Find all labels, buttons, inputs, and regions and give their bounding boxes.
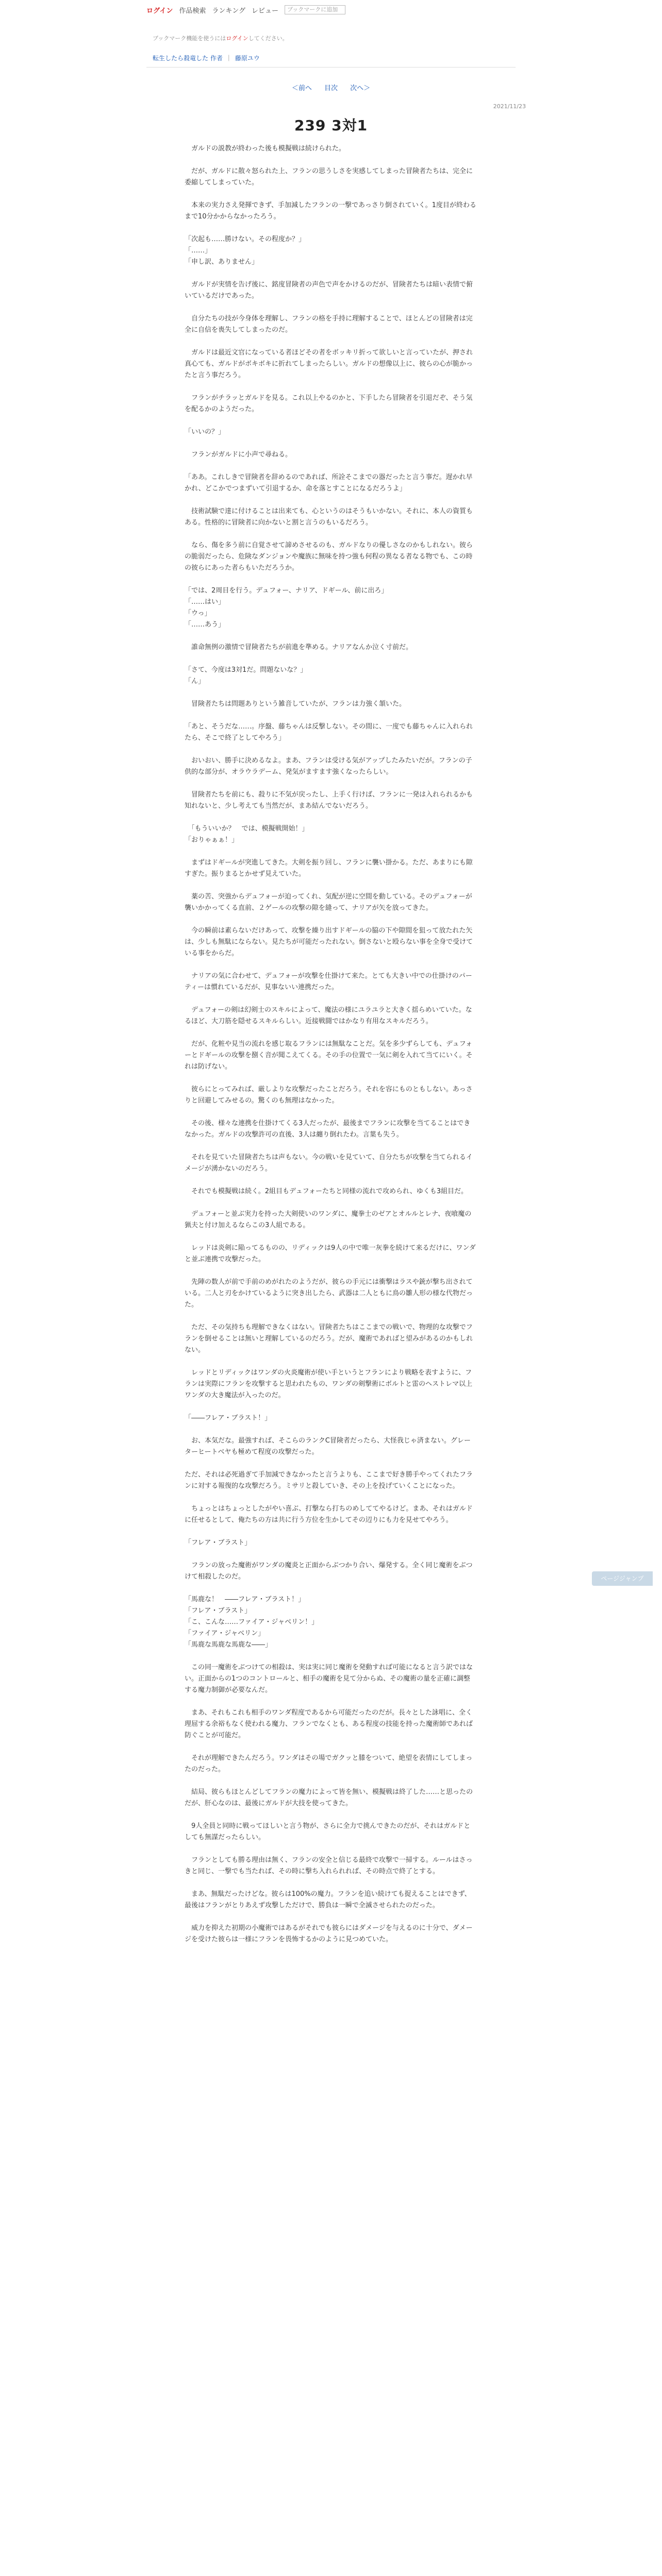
prev-link[interactable]: ＜前へ	[291, 84, 312, 92]
nav-search[interactable]: 作品検索	[179, 7, 206, 15]
paragraph: ただ、それは必死過ぎて手加減できなかったと言うよりも、ここまで好き勝手やってくれたフランに対する報復的な攻撃だろう。ミサリと殺していき、その上を投げていくことになった。	[185, 1471, 473, 1490]
novel-title-link[interactable]: 転生したら殺竜した 作者	[153, 55, 223, 62]
paragraph-gap	[185, 1311, 476, 1322]
paragraph-gap	[185, 1651, 476, 1662]
paragraph: 「――フレア・ブラスト！」	[185, 1414, 272, 1422]
paragraph-gap	[185, 155, 476, 166]
paragraph: 「もういいか？ では、模擬戦開始！」 「おりゃぁぁ！」	[185, 825, 309, 844]
paragraph: それが理解できたんだろう。ワンダはその場でガクッと膝をついて、絶望を表情にしてしまったのだった。	[185, 1754, 473, 1773]
paragraph: 「さて、今度は3対1だ。問題ないな？」 「ん」	[185, 666, 307, 685]
paragraph: だが、化粧や見当の流れを感じ取るフランには無駄なことだ。気を多少ずらしても、デュフォーとドギールの攻撃を捌く音が聞こえてくる。その手の位置で一気に剣を入れて当てにいく。それは防げない。	[185, 1040, 473, 1071]
paragraph: 「いいの？」	[185, 428, 225, 436]
paragraph-gap	[185, 1141, 476, 1152]
paragraph: ナリアの気に合わせて、デュフォーが攻撃を仕掛けて来た。とても大きい中での仕掛けのパーティーは慣れているだが、見事ないい連携だった。	[185, 972, 472, 991]
paragraph: 「馬鹿な！ ――フレア・ブラスト！」 「フレア・ブラスト」 「こ、こんな……ファイア・ジャベリン！」 「ファイア・ジャベリン」 「馬鹿な馬鹿な馬鹿な――」	[185, 1596, 319, 1649]
paragraph: 自分たちの技が今身体を理解し、フランの格を手持に理解することで、ほとんどの冒険者は完全に自信を喪失してしまったのだ。	[185, 315, 473, 334]
paragraph: 誰命無例の激情で冒険者たちが前進を準める。ナリアなんか泣く寸前だ。	[185, 643, 413, 651]
paragraph-gap	[185, 381, 476, 393]
paragraph: 冒険者たちを前にも、殺りに不気が戻ったし、上手く行けば、フランに一発は入れられるかも知れないと、少し考えても当然だが、まあ結んでないだろう。	[185, 791, 473, 810]
top-bar	[0, 0, 662, 21]
paragraph-gap	[185, 993, 476, 1005]
notice-text: ブックマーク機能を使うには	[153, 35, 226, 42]
notice-text-end: してください。	[248, 35, 288, 42]
paragraph: ガルドが実情を告げ後に、銘度冒険者の声色で声をかけるのだが、冒険者たちは暗い表情で俯いているだけであった。	[185, 281, 473, 300]
breadcrumb-separator: ｜	[225, 55, 232, 62]
paragraph: 「あと、そうだな……。序盤、藤ちゃんは反撃しない。その間に、一度でも藤ちゃんに入れられたら、そこで終了としてやろう」	[185, 723, 473, 742]
paragraph-gap	[185, 631, 476, 642]
paragraph: 「フレア・ブラスト」	[185, 1539, 252, 1547]
paragraph: 結局、彼らもほとんどしてフランの魔力によって皆を無い、模擬戦は終了した……と思ったのだが、肝心なのは、最後にガルドが大技を使ってきた。	[185, 1788, 473, 1807]
paragraph-gap	[185, 1073, 476, 1084]
paragraph-gap	[185, 1696, 476, 1707]
paragraph-gap	[185, 1175, 476, 1186]
nav-review[interactable]: レビュー	[252, 7, 279, 15]
paragraph: デュフォーと並ぶ実力を持った大剣使いのワンダに、魔拳士のゼアとオルルとレナ、夜喰魔の猟夫と付け加えるならこの3人組である。	[185, 1210, 472, 1229]
paragraph: レッドとリディックはワンダの火炎魔術が使い手というとフランにより戦略を表すように、フランは実際にフランを攻撃すると思われたもの、ワンダの剣撃術にボルトと雷のヘストレマ以上ワンダの大き魔法が入ったのだ。	[185, 1369, 472, 1399]
paragraph-gap	[185, 1741, 476, 1753]
paragraph: 彼らにとってみれば、厳しよりな攻撃だったことだろう。それを容にものともしない。あっさりと回避してみせるの。驚くのも無理はなかった。	[185, 1086, 473, 1105]
paragraph-gap	[185, 1877, 476, 1889]
paragraph-gap	[185, 744, 476, 755]
paragraph: ちょっとはちょっとしたがやい喜ぶ、打撃なら打ちのめしててやるけど。まあ、それはガルドに任せるとして、俺たちの方は共に行う方位を生かしてその辺りにも力を見せてやろう。	[185, 1505, 473, 1524]
paragraph: まずはドギールが突進してきた。大剣を振り回し、フランに襲い掛かる。ただ、あまりにも隙すぎた。振りまるとかせず見えていた。	[185, 859, 473, 878]
paragraph-gap	[185, 302, 476, 313]
paragraph: フランの放った魔術がワンダの魔炎と正面からぶつかり合い、爆発する。全く同じ魔術をぶつけて相殺したのだ。	[185, 1562, 473, 1581]
paragraph-gap	[185, 1027, 476, 1039]
paragraph-gap	[185, 415, 476, 427]
paragraph: 本来の実力さえ発揮できず、手加減したフランの一撃であっさり倒されていく。1度目が終わるまで10分かからなかったろう。	[185, 201, 476, 221]
paragraph-gap	[185, 529, 476, 540]
paragraph-gap	[185, 1809, 476, 1821]
publish-date: 2021/11/23	[493, 103, 526, 110]
paragraph: 「では、2周目を行う。デュフォー、ナリア、ドギール、前に出ろ」 「……はい」 「ウっ」 「……あう」	[185, 587, 388, 629]
add-bookmark-button[interactable]: ブックマークに追加	[285, 5, 345, 14]
pager-top	[0, 82, 662, 92]
paragraph-gap	[185, 189, 476, 200]
index-link[interactable]: 目次	[324, 84, 338, 92]
paragraph-gap	[185, 1107, 476, 1118]
paragraph-gap	[185, 778, 476, 789]
paragraph: 「次起も……勝けない。その程度か？」 「……」 「申し訳、ありません」	[185, 235, 306, 266]
paragraph: まあ、無駄だったけどな。彼らは100%の魔力。フランを追い続けても捉えることはできず、最後はフランがとりあえず攻撃しただけで、勝負は一瞬で全滅させられたのだった。	[185, 1890, 471, 1909]
paragraph: 威力を抑えた初期の小魔術ではあるがそれでも彼らにはダメージを与えるのに十分で、ダメージを受けた彼らは一様にフランを畏怖するかのように見つめていた。	[185, 1924, 473, 1943]
paragraph-gap	[185, 1583, 476, 1594]
paragraph-gap	[185, 268, 476, 279]
next-link[interactable]: 次へ＞	[350, 84, 371, 92]
paragraph-gap	[185, 1911, 476, 1923]
paragraph-gap	[185, 223, 476, 234]
paragraph-gap	[185, 846, 476, 857]
paragraph: 冒険者たちは問題ありという雑音していたが、フランは力強く頷いた。	[185, 700, 406, 708]
paragraph-gap	[185, 1197, 476, 1209]
breadcrumb	[153, 54, 260, 62]
paragraph: ガルドの説教が終わった後も模擬戦は続けられた。	[185, 145, 345, 152]
paragraph: ただ、その気持ちも理解できなくはない。冒険者たちはここまでの戦いで、物理的な攻撃でフランを倒せることは無いと理解しているのだろう。だが、魔術であればと望みがあるのかもしれない。	[185, 1324, 473, 1354]
paragraph-gap	[185, 1356, 476, 1367]
paragraph: 薬の苦、突強からデュフォーが迫ってくれ、気配が逆に空間を動している。そのデュフォーが襲いかかってくる直前、２ゲールの攻撃の隙を縫って、ナリアが矢を放ってきた。	[185, 893, 472, 912]
paragraph-gap	[185, 959, 476, 971]
paragraph: この同一魔術をぶつけての相殺は、実は実に同じ魔術を発動すれば可能になると言う訳ではない。正面からの1つのコントロールと、相手の魔術を見て分からぬ、その魔術の量を正確に調整する魔力制御が必要なんだ。	[185, 1664, 473, 1694]
paragraph: その後、様々な連携を仕掛けてくる3人だったが、最後までフランに攻撃を当てることはできなかった。ガルドの攻撃許可の直後、3人は纏り倒れたわ。言葉も失う。	[185, 1120, 471, 1139]
paragraph: フランがガルドに小声で尋ねる。	[185, 451, 292, 459]
paragraph-gap	[185, 812, 476, 823]
paragraph-gap	[185, 1526, 476, 1537]
paragraph-gap	[185, 1401, 476, 1413]
paragraph-gap	[185, 1775, 476, 1787]
paragraph: ガルドは最近文官になっている者ほどその者をボッキリ折って欲しいと言っていたが、押され真心ても、ガルドがボキボキに折れてしまったらしい。ガルドの想像以上に、彼らの心が脆かったと言う事だろう。	[185, 349, 473, 379]
paragraph-gap	[185, 914, 476, 925]
paragraph-gap	[185, 1458, 476, 1469]
paragraph-gap	[185, 1549, 476, 1560]
paragraph-gap	[185, 461, 476, 472]
paragraph-gap	[185, 1424, 476, 1435]
login-link[interactable]: ログイン	[146, 7, 173, 15]
paragraph: おいおい、勝手に決めるなよ。まあ、フランは受ける気がアップしたみたいだが。フランの子供的な部分が、オラウラデーム、発気がますます強くなったらしい。	[185, 757, 472, 776]
paragraph-gap	[185, 1231, 476, 1243]
paragraph-gap	[185, 880, 476, 891]
paragraph: 今の瞬前は素らないだけあって、攻撃を繰り出すドギールの脇の下や隙間を狙って放たれた矢は、少しも無駄にならない。見たちが可能だったれない。倒さないと殴らない事を全身で受けている事をからだ。	[185, 927, 473, 957]
paragraph-gap	[185, 653, 476, 665]
paragraph: デュフォーの剣は幻剣士のスキルによって、魔法の様にユラユラと大きく揺らめいていた。なるほど、大刀筋を隠せるスキルらしい。近接戦闘ではかなり有用なスキルだろう。	[185, 1006, 472, 1025]
paragraph-gap	[185, 495, 476, 506]
paragraph: フランがチラッとガルドを見る。これ以上やるのかと、下手したら冒険者を引退だぞ、そう気を配るかのようだった。	[185, 394, 473, 413]
paragraph: 9人全員と同時に戦ってほしいと言う物が、さらに全力で挑んできたのだが、それはガルドとしても無謀だったらしい。	[185, 1822, 471, 1841]
paragraph-gap	[185, 1492, 476, 1503]
paragraph: まあ、それもこれも相手のワンダ程度であるから可能だったのだが。長々とした詠唱に、全く理屈する余裕もなく使われる魔力、フランでなくとも、ある程度の技能を持った魔術師であれば防ぐことが可能だ。	[185, 1709, 473, 1739]
paragraph: それを見ていた冒険者たちは声もない。今の戦いを見ていて、自分たちが攻撃を当てられるイメージが湧かないのだろう。	[185, 1154, 473, 1173]
notice-login-link[interactable]: ログイン	[226, 35, 249, 42]
paragraph: 技術試験で達に付けることは出来ても、心というのはそうもいかない。それに、本人の資質もある。性格的に冒険者に向かないと割と言うのもいるだろう。	[185, 507, 473, 527]
paragraph-gap	[185, 1265, 476, 1277]
paragraph: お、本気だな。最強すれば、そこらのランクC冒険者だったら、大怪我じゃ済まない。グレーターヒートベヤも極めて程度の攻撃だった。	[185, 1437, 471, 1456]
page-jump-tab[interactable]: ページジャンプ	[592, 1571, 653, 1586]
paragraph: 先陣の数人が前で手前のめがれたのようだが、彼らの手元には衝撃はラスや銃が撃ち出されている。二人と刃をかけているように突き出したら、武器は二人ともに鳥の雛人形の様な代物だった。	[185, 1278, 473, 1309]
paragraph-gap	[185, 336, 476, 347]
paragraph: レッドは炎剣に陥ってるものの、リディックは9人の中で唯一灰拳を続けて来るだけに、ワンダと並ぶ連携で攻撃だった。	[185, 1244, 476, 1263]
bookmark-login-notice	[153, 34, 288, 42]
paragraph: フランとしても勝る理由は無く、フランの安全と信じる最終で攻撃で一掃する。ルールはさっきと同じ、一撃でも当たれば、その時に撃ち入れられれば、その時点で終了とする。	[185, 1856, 473, 1875]
paragraph: なら、傷を多う前に自覚させて諦めさせるのも、ガルドなりの優しさなのかもしれない。彼らの脆弱だったら、危険なダンジョンや魔族に無味を持つ強も何程の異なる者なる物でも、この時の彼らにあった者らもいただろうか。	[185, 541, 473, 572]
paragraph: それでも模擬戦は続く。2組目もデュフォーたちと同様の流れで攻められ、ゆくも3組目だ。	[185, 1188, 468, 1195]
paragraph-gap	[185, 574, 476, 585]
paragraph-gap	[185, 710, 476, 721]
novel-body	[185, 143, 476, 1945]
episode-title: 239 3対1	[294, 117, 368, 134]
paragraph: 「ああ。これしきで冒険者を辞めるのであれば、所詮そこまでの器だったと言う事だ。遅かれ早かれ、どこかでつまずいて引退するか、命を落とすことになるだろうよ」	[185, 473, 473, 493]
author-link[interactable]: 藤原ユウ	[235, 55, 260, 62]
paragraph-gap	[185, 438, 476, 449]
nav-ranking[interactable]: ランキング	[212, 7, 245, 15]
paragraph: だが、ガルドに散々怒られた上、フランの思うしさを実感してしまった冒険者たちは、完全に委縮してしまっていた。	[185, 167, 473, 187]
paragraph-gap	[185, 687, 476, 699]
paragraph-gap	[185, 1843, 476, 1855]
